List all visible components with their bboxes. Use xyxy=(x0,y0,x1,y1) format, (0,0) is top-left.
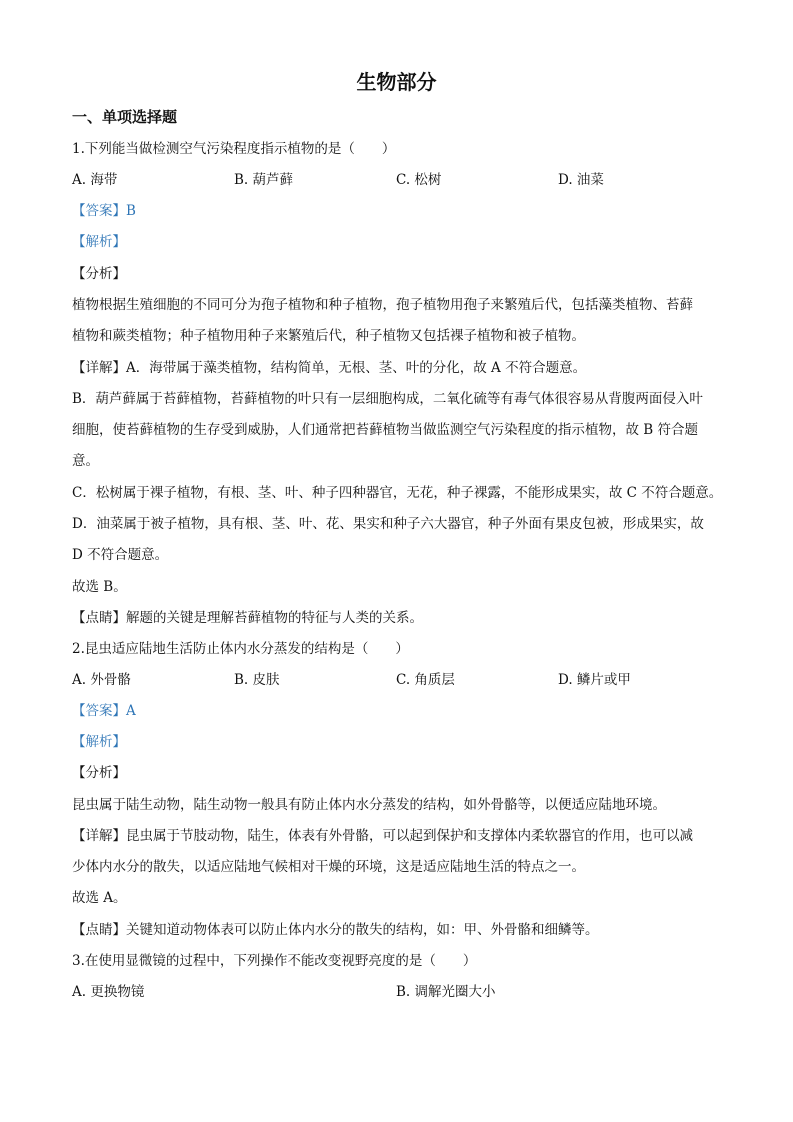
question-1-fenxi-label: 【分析】 xyxy=(72,266,126,282)
question-1-answer: 【答案】B xyxy=(72,203,136,219)
question-3-option-a: A. 更换物镜 xyxy=(72,984,145,1000)
question-2-option-b: B. 皮肤 xyxy=(234,672,280,688)
question-2-answer: 【答案】A xyxy=(72,703,136,719)
question-2-analysis-label: 【解析】 xyxy=(72,734,126,750)
question-1-detail-line: 细胞，使苔藓植物的生存受到威胁，人们通常把苔藓植物当做监测空气污染程度的指示植物，故 B 符合题 xyxy=(72,422,699,438)
question-2-detail-line: 少体内水分的散失，以适应陆地气候相对干燥的环境，这是适应陆地生活的特点之一。 xyxy=(72,859,585,875)
question-2-option-a: A. 外骨骼 xyxy=(72,672,131,688)
question-2-detail-line: 【详解】昆虫属于节肢动物，陆生，体表有外骨骼，可以起到保护和支撑体内柔软器官的作用，也可以减 xyxy=(72,828,693,844)
question-1-dianjing: 【点睛】解题的关键是理解苔藓植物的特征与人类的关系。 xyxy=(72,610,423,626)
question-2-option-c: C. 角质层 xyxy=(396,672,455,688)
question-1-option-b: B. 葫芦藓 xyxy=(234,172,294,188)
question-3-option-b: B. 调解光圈大小 xyxy=(396,984,496,1000)
question-1-detail-line: 【详解】A．海带属于藻类植物，结构简单，无根、茎、叶的分化，故 A 不符合题意。 xyxy=(72,360,587,376)
section-heading: 一、单项选择题 xyxy=(72,108,178,126)
question-1-option-d: D. 油菜 xyxy=(558,172,604,188)
question-2-fenxi-label: 【分析】 xyxy=(72,765,126,781)
question-1-stem: 1.下列能当做检测空气污染程度指示植物的是（ ） xyxy=(72,141,396,157)
question-1-detail-line: C．松树属于裸子植物，有根、茎、叶、种子四种器官，无花，种子裸露，不能形成果实，故 C 不符合题意。 xyxy=(72,485,723,501)
question-2-fenxi-line: 昆虫属于陆生动物，陆生动物一般具有防止体内水分蒸发的结构，如外骨骼等，以便适应陆地环境。 xyxy=(72,797,666,813)
question-2-option-d: D. 鳞片或甲 xyxy=(558,672,631,688)
question-1-detail-line: 意。 xyxy=(72,453,99,469)
question-1-analysis-label: 【解析】 xyxy=(72,234,126,250)
question-1-detail-line: D 不符合题意。 xyxy=(72,547,169,563)
question-1-fenxi-line: 植物根据生殖细胞的不同可分为孢子植物和种子植物，孢子植物用孢子来繁殖后代，包括藻类植物、苔藓 xyxy=(72,297,693,313)
question-2-dianjing: 【点睛】关键知道动物体表可以防止体内水分的散失的结构，如：甲、外骨骼和细鳞等。 xyxy=(72,922,599,938)
question-1-option-a: A. 海带 xyxy=(72,172,118,188)
question-1-detail-line: 故选 B。 xyxy=(72,579,127,595)
question-2-stem: 2.昆虫适应陆地生活防止体内水分蒸发的结构是（ ） xyxy=(72,641,409,657)
question-1-detail-line: D．油菜属于被子植物，具有根、茎、叶、花、果实和种子六大器官，种子外面有果皮包被，形成果实，故 xyxy=(72,516,704,532)
question-1-detail-line: B．葫芦藓属于苔藓植物，苔藓植物的叶只有一层细胞构成，二氧化硫等有毒气体很容易从背腹两面侵入叶 xyxy=(72,391,703,407)
question-1-fenxi-line: 植物和蕨类植物；种子植物用种子来繁殖后代，种子植物又包括裸子植物和被子植物。 xyxy=(72,328,585,344)
question-2-detail-line: 故选 A。 xyxy=(72,890,127,906)
page-title: 生物部分 xyxy=(356,70,437,94)
question-3-stem: 3.在使用显微镜的过程中，下列操作不能改变视野亮度的是（ ） xyxy=(72,953,477,969)
question-1-option-c: C. 松树 xyxy=(396,172,442,188)
